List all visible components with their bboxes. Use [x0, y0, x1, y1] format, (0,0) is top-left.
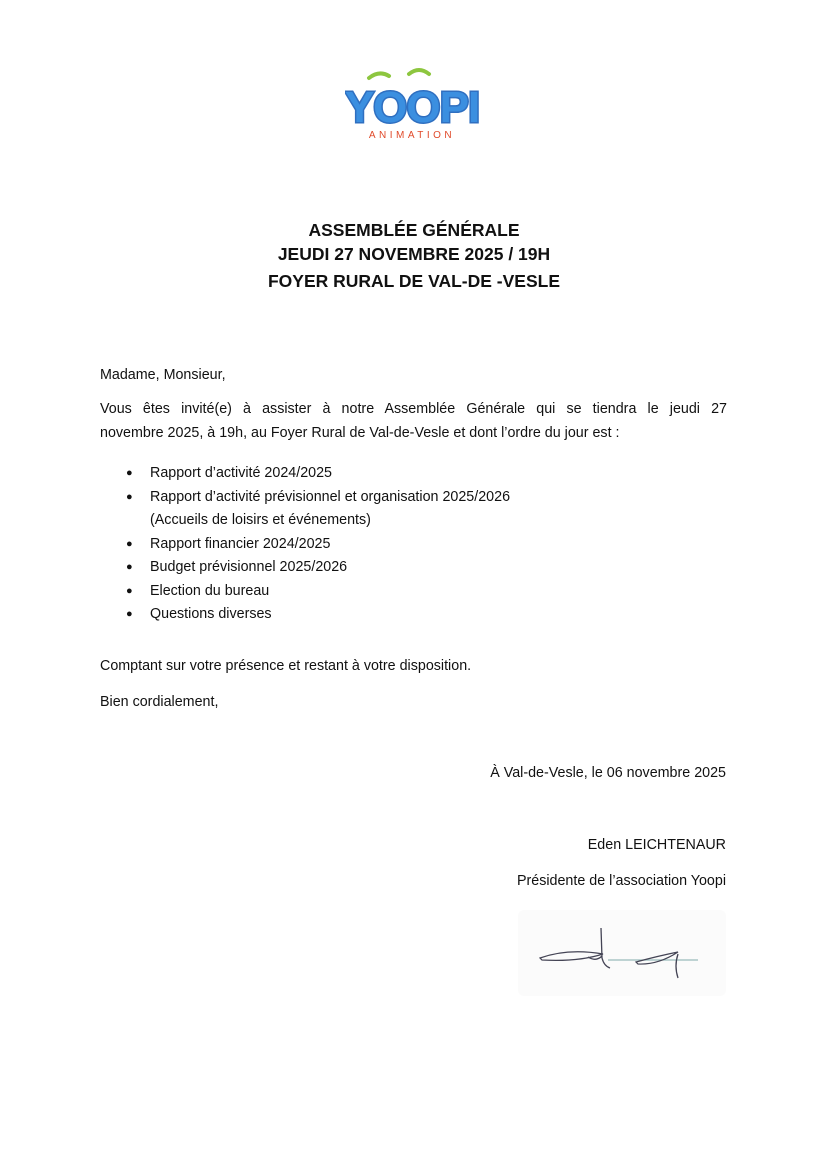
agenda-item-sub: (Accueils de loisirs et événements) [150, 512, 371, 528]
bullet-icon: ● [126, 585, 133, 597]
agenda-item: Budget prévisionnel 2025/2026 [150, 559, 348, 575]
place-date: À Val-de-Vesle, le 06 novembre 2025 [490, 765, 726, 781]
bullet-icon: ● [126, 538, 133, 550]
yoopi-logo [345, 62, 480, 144]
heading-line-2: JEUDI 27 NOVEMBRE 2025 / 19H [277, 244, 551, 264]
agenda-item: Election du bureau [150, 583, 270, 599]
agenda-item: Rapport d’activité prévisionnel et organisation 2025/2026 [150, 489, 511, 505]
agenda-item: Rapport financier 2024/2025 [150, 536, 331, 552]
heading-line-3: FOYER RURAL DE VAL-DE -VESLE [267, 271, 560, 291]
agenda-item: Questions diverses [150, 606, 272, 622]
svg-text:YOOPI: YOOPI [345, 83, 480, 132]
svg-text:ANIMATION: ANIMATION [368, 130, 456, 141]
intro-paragraph [100, 398, 727, 445]
heading-line-1: ASSEMBLÉE GÉNÉRALE [308, 220, 520, 240]
agenda-item: Rapport d’activité 2024/2025 [150, 465, 333, 481]
bullet-icon: ● [126, 491, 133, 503]
intro-line-2: novembre 2025, à 19h, au Foyer Rural de Val-de-Vesle et dont l’ordre du jour est : [100, 424, 620, 441]
signer-name: Eden LEICHTENAUR [587, 837, 726, 853]
bullet-icon: ● [126, 561, 133, 573]
bullet-icon: ● [126, 608, 133, 620]
bullet-icon: ● [126, 467, 133, 479]
regards-text: Bien cordialement, [100, 694, 219, 710]
closing-text: Comptant sur votre présence et restant à votre disposition. [100, 658, 472, 674]
salutation: Madame, Monsieur, [100, 367, 226, 383]
intro-line-1: Vous êtes invité(e) à assister à notre Assemblée Générale qui se tiendra le jeudi 27 [100, 401, 727, 417]
signature-image [518, 910, 726, 996]
signer-title: Présidente de l’association Yoopi [516, 873, 726, 889]
